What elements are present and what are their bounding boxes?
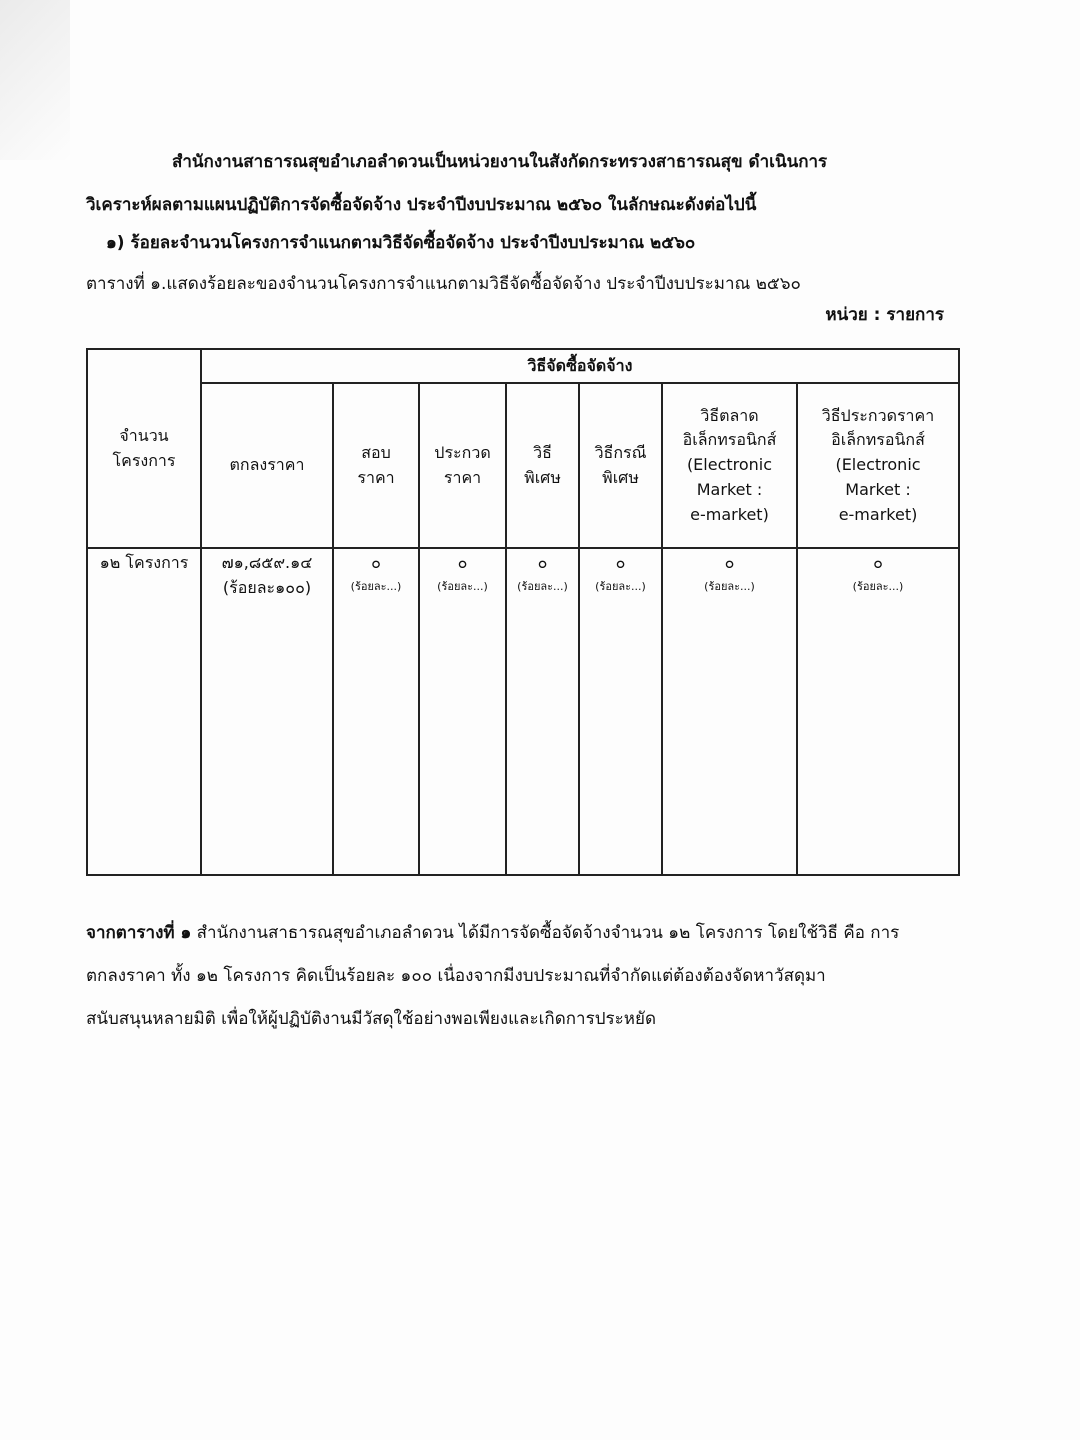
- table-cell: [201, 548, 333, 875]
- summary-paragraph: [86, 912, 956, 1041]
- table-cell: ๐ (ร้อยละ...): [506, 548, 579, 875]
- col-header-2: สอบ ราคา: [333, 383, 419, 548]
- row-header-line: จำนวน: [119, 425, 169, 445]
- intro-line-1: สำนักงานสาธารณสุขอำเภอลำดวนเป็นหน่วยงานในสังกัดกระทรวงสาธารณสุข ดำเนินการ: [172, 152, 828, 172]
- table-cell: ๐ (ร้อยละ...): [797, 548, 959, 875]
- table-cell: ๐ (ร้อยละ...): [419, 548, 506, 875]
- table-cell: ๐ (ร้อยละ...): [333, 548, 419, 875]
- col-header-6: วิธีตลาด อิเล็กทรอนิกส์ (Electronic Market : e-market): [662, 383, 797, 548]
- procurement-table: [86, 348, 960, 876]
- table-caption: ตารางที่ ๑.แสดงร้อยละของจำนวนโครงการจำแนกตามวิธีจัดซื้อจัดจ้าง ประจำปีงบประมาณ ๒๕๖๐: [86, 274, 801, 294]
- summary-line-2: ตกลงราคา ทั้ง ๑๒ โครงการ คิดเป็นร้อยละ ๑๐๐ เนื่องจากมีงบประมาณที่จำกัดแต่ต้องต้องจัดหาวัสดุมา: [86, 966, 826, 986]
- summary-line-1: จากตารางที่ ๑ สำนักงานสาธารณสุขอำเภอลำดวน ได้มีการจัดซื้อจัดจ้างจำนวน ๑๒ โครงการ โดยใช้วิธี คือ การ: [86, 923, 900, 943]
- unit-label: หน่วย : รายการ: [825, 305, 944, 325]
- group-header: วิธีจัดซื้อจัดจ้าง: [201, 349, 959, 383]
- col-header-7: วิธีประกวดราคา อิเล็กทรอนิกส์ (Electronic Market : e-market): [797, 383, 959, 548]
- scan-shadow: [0, 0, 70, 160]
- col-header-1: ตกลงราคา: [201, 383, 333, 548]
- summary-lead: จากตารางที่ ๑: [86, 923, 192, 943]
- table-cell-count: ๑๒ โครงการ: [87, 548, 201, 875]
- col-header-5: วิธีกรณี พิเศษ: [579, 383, 662, 548]
- section-heading: ๑) ร้อยละจำนวนโครงการจำแนกตามวิธีจัดซื้อจัดจ้าง ประจำปีงบประมาณ ๒๕๖๐: [106, 233, 696, 253]
- row-header-line: โครงการ: [112, 450, 176, 470]
- col-header-4: วิธี พิเศษ: [506, 383, 579, 548]
- table-cell: ๐ (ร้อยละ...): [662, 548, 797, 875]
- summary-line-3: สนับสนุนหลายมิติ เพื่อให้ผู้ปฏิบัติงานมีวัสดุใช้อย่างพอเพียงและเกิดการประหยัด: [86, 1009, 656, 1029]
- row-header-cell: [87, 349, 201, 548]
- col-header-3: ประกวด ราคา: [419, 383, 506, 548]
- cell-percent: (ร้อยละ๑๐๐): [222, 577, 312, 597]
- intro-line-2: วิเคราะห์ผลตามแผนปฏิบัติการจัดซื้อจัดจ้าง ประจำปีงบประมาณ ๒๕๖๐ ในลักษณะดังต่อไปนี้: [86, 195, 757, 215]
- cell-value: ๗๑,๘๕๙.๑๔: [221, 553, 313, 572]
- table-cell: ๐ (ร้อยละ...): [579, 548, 662, 875]
